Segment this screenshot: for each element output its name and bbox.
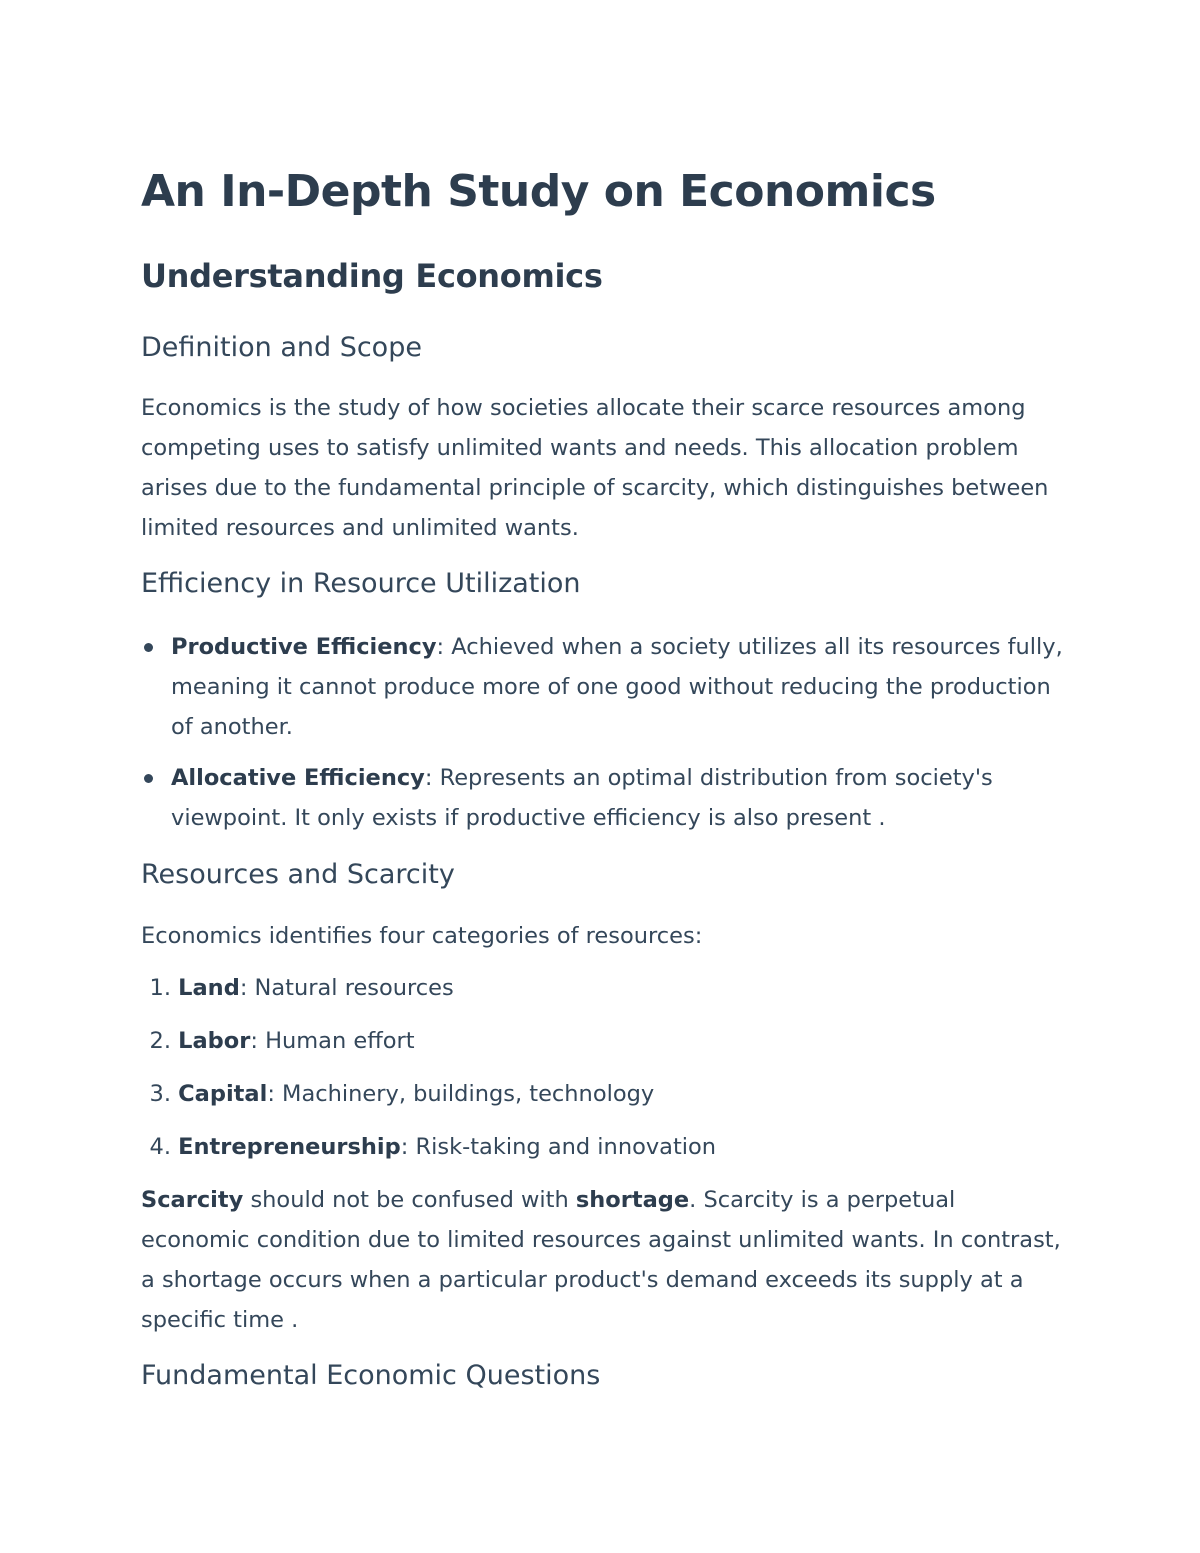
term-land: Land — [178, 975, 240, 1001]
term-entrepreneurship: Entrepreneurship — [178, 1134, 401, 1160]
resources-intro: Economics identifies four categories of resources: — [141, 923, 703, 949]
definition-text: : Represents an optimal distribution from society's viewpoint. It only exists if productive efficiency is also present . — [171, 765, 993, 831]
term-shortage: shortage — [575, 1187, 690, 1213]
questions-heading: Fundamental Economic Questions — [141, 1360, 601, 1391]
list-item-text — [171, 627, 1071, 747]
bullet-icon — [144, 774, 153, 783]
efficiency-heading: Efficiency in Resource Utilization — [141, 568, 581, 599]
list-item-entrepreneurship — [141, 1127, 716, 1167]
list-item-labor — [141, 1021, 415, 1061]
definition-text: : Machinery, buildings, technology — [267, 1081, 655, 1107]
list-item-text — [171, 758, 1071, 838]
term-scarcity: Scarcity — [141, 1187, 244, 1213]
definition-text: : Human effort — [250, 1028, 415, 1054]
list-number: 2. — [149, 1028, 171, 1054]
definition-paragraph: Economics is the study of how societies allocate their scarce resources among competing uses to satisfy unlimited wants and needs. This allocation problem arises due to the fundamental principle of scarcity, which distinguishes between limited resources and unlimited wants. — [141, 395, 1049, 541]
scarcity-rest-text: . Scarcity is a perpetual economic condition due to limited resources against unlimited wants. In contrast, a shortage occurs when a particular product's demand exceeds its supply at a specific time . — [141, 1187, 1061, 1333]
definition-heading: Definition and Scope — [141, 332, 422, 363]
list-number: 4. — [149, 1134, 171, 1160]
scarcity-mid-text: should not be confused with — [243, 1187, 576, 1213]
term-allocative-efficiency: Allocative Efficiency — [171, 765, 425, 791]
list-number: 3. — [149, 1081, 171, 1107]
resources-heading: Resources and Scarcity — [141, 859, 455, 890]
term-labor: Labor — [178, 1028, 251, 1054]
document-title: An In-Depth Study on Economics — [141, 166, 936, 217]
term-capital: Capital — [178, 1081, 268, 1107]
bullet-icon — [144, 643, 153, 652]
definition-text: : Achieved when a society utilizes all its resources fully, meaning it cannot produce more of one good without reducing the production of another. — [171, 634, 1063, 740]
term-productive-efficiency: Productive Efficiency — [171, 634, 437, 660]
list-number: 1. — [149, 975, 171, 1001]
list-item-capital — [141, 1074, 654, 1114]
definition-text: : Risk-taking and innovation — [400, 1134, 717, 1160]
definition-text: : Natural resources — [239, 975, 454, 1001]
list-item-land — [141, 968, 454, 1008]
scarcity-paragraph — [141, 1180, 1066, 1340]
section-title: Understanding Economics — [141, 257, 603, 295]
